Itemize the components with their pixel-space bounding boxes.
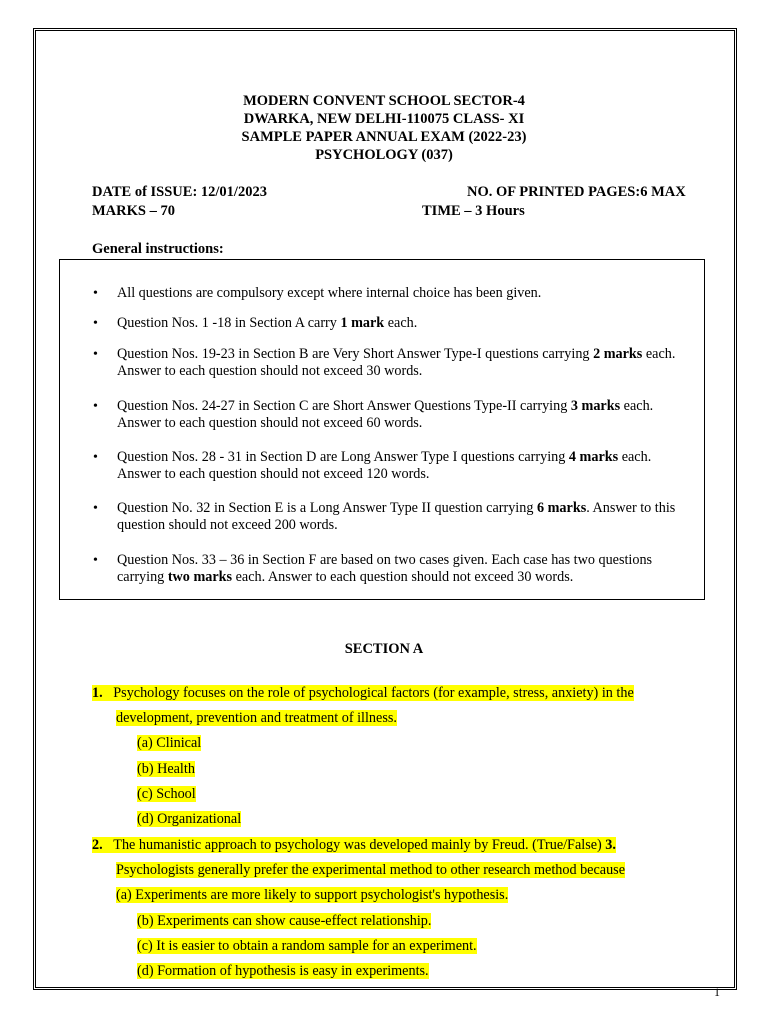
instruction-text: Question Nos. 28 - 31 in Section D are Long Answer Type I questions carrying	[117, 449, 569, 465]
instruction-text: each. Answer to each question should not exceed 120 words.	[117, 449, 652, 482]
instruction-text: Question No. 32 in Section E is a Long Answer Type II question carrying	[117, 500, 537, 516]
school-name: MODERN CONVENT SCHOOL SECTOR-4	[243, 93, 525, 109]
instructions-box	[59, 259, 705, 600]
option-text: (a) Experiments are more likely to support psychologist's hypothesis.	[116, 887, 509, 903]
section-a-title: SECTION A	[344, 641, 424, 657]
question-3-option-b	[137, 912, 431, 930]
question-text: Psychologists generally prefer the experimental method to other research method because	[116, 862, 625, 878]
option-text: (b) Experiments can show cause-effect relationship.	[137, 913, 432, 929]
question-number: 3.	[605, 837, 616, 853]
instruction-bold: 2 marks	[593, 346, 643, 362]
instruction-bold: 1 mark	[340, 315, 385, 331]
question-1-option-c	[137, 785, 196, 803]
bullet-icon: •	[93, 399, 98, 414]
instruction-bold: two marks	[167, 569, 233, 585]
option-text: (d) Organizational	[137, 811, 242, 827]
question-number: 1.	[92, 685, 103, 701]
instruction-text: each. Answer to each question should not exceed 30 words.	[117, 346, 676, 379]
question-3-line-1	[116, 861, 625, 879]
bullet-icon: •	[93, 347, 98, 362]
printed-pages: NO. OF PRINTED PAGES:6 MAX	[467, 184, 686, 200]
option-text: (a) Clinical	[137, 735, 202, 751]
instruction-text: each. Answer to each question should not exceed 60 words.	[117, 398, 654, 431]
instruction-text: All questions are compulsory except where internal choice has been given.	[117, 285, 542, 301]
bullet-icon: •	[93, 316, 98, 331]
question-text: The humanistic approach to psychology was developed mainly by Freud. (True/False)	[113, 837, 606, 853]
question-1-line-2	[116, 709, 397, 727]
exam-header	[0, 92, 768, 164]
question-1-line-1	[92, 684, 634, 702]
instruction-text: Question Nos. 24-27 in Section C are Short Answer Questions Type-II carrying	[117, 398, 571, 414]
instruction-text: each. Answer to each question should not exceed 30 words.	[232, 569, 574, 585]
bullet-icon: •	[93, 553, 98, 568]
instruction-text: Question Nos. 1 -18 in Section A carry	[117, 315, 341, 331]
question-1-option-a	[137, 734, 201, 752]
question-3-option-a	[116, 886, 508, 904]
instruction-text: each.	[384, 315, 418, 331]
question-text: Psychology focuses on the role of psychological factors (for example, stress, anxiety) in the	[113, 685, 634, 701]
instruction-bold: 6 marks	[536, 500, 587, 516]
page-number: 1	[714, 985, 720, 999]
exam-title: SAMPLE PAPER ANNUAL EXAM (2022-23)	[241, 129, 527, 145]
instruction-text: . Answer to this question should not exceed 200 words.	[117, 500, 676, 533]
exam-time: TIME – 3 Hours	[422, 203, 525, 219]
date-of-issue: DATE of ISSUE: 12/01/2023	[92, 184, 267, 200]
option-text: (b) Health	[137, 761, 195, 777]
subject-title: PSYCHOLOGY (037)	[315, 147, 453, 163]
option-text: (c) School	[137, 786, 196, 802]
instruction-bold: 4 marks	[568, 449, 619, 465]
question-3-option-d	[137, 962, 429, 980]
bullet-icon: •	[93, 450, 98, 465]
option-text: (c) It is easier to obtain a random sample for an experiment.	[137, 938, 477, 954]
question-number: 2.	[92, 837, 103, 853]
question-text: development, prevention and treatment of illness.	[116, 710, 397, 726]
option-text: (d) Formation of hypothesis is easy in experiments.	[137, 963, 429, 979]
instruction-bold: 3 marks	[570, 398, 621, 414]
bullet-icon: •	[93, 286, 98, 301]
bullet-icon: •	[93, 501, 98, 516]
question-1-option-d	[137, 810, 241, 828]
instructions-heading: General instructions:	[92, 241, 224, 257]
question-1-option-b	[137, 760, 195, 778]
question-3-option-c	[137, 937, 477, 955]
school-address: DWARKA, NEW DELHI-110075 CLASS- XI	[243, 111, 525, 127]
max-marks: MARKS – 70	[92, 203, 175, 219]
instruction-text: Question Nos. 33 – 36 in Section F are based on two cases given. Each case has two questions carrying	[117, 552, 653, 585]
instruction-text: Question Nos. 19-23 in Section B are Very Short Answer Type-I questions carrying	[117, 346, 594, 362]
question-2-line	[92, 836, 616, 854]
